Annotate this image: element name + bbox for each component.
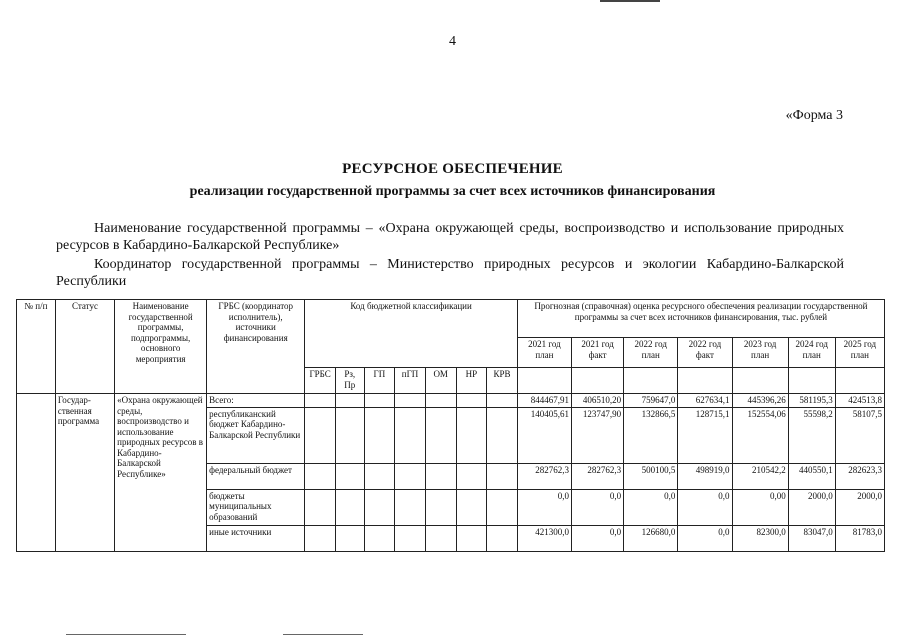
header-budget-code: Код бюджетной классификации xyxy=(305,300,518,368)
cell-value: 627634,1 xyxy=(678,394,732,408)
cell-value: 82300,0 xyxy=(732,525,788,551)
cell-source: иные источники xyxy=(207,525,305,551)
cell-value: 58107,5 xyxy=(835,407,884,463)
cell-program-name: «Охрана окружающей среды, воспроизводство и использование природных ресурсов в Кабардино-Балкарской Республике» xyxy=(115,394,207,552)
cell-value: 759647,0 xyxy=(624,394,678,408)
cell-value: 282762,3 xyxy=(517,463,571,489)
header-year: 2021 год план xyxy=(517,338,571,368)
cell-value: 152554,06 xyxy=(732,407,788,463)
header-year: 2022 год факт xyxy=(678,338,732,368)
cell-num xyxy=(17,394,56,552)
header-year: 2021 год факт xyxy=(572,338,624,368)
coordinator-paragraph: Координатор государственной программы – Министерство природных ресурсов и экологии Кабардино-Балкарской Республики xyxy=(56,257,844,289)
cell-value: 844467,91 xyxy=(517,394,571,408)
program-name-paragraph: Наименование государственной программы – «Охрана окружающей среды, воспроизводство и использование природных ресурсов в Кабардино-Балкарской Республике» xyxy=(56,221,844,253)
header-code-krv: КРВ xyxy=(487,368,518,394)
table-row xyxy=(17,394,885,408)
cell-value: 498919,0 xyxy=(678,463,732,489)
cell-value: 126680,0 xyxy=(624,525,678,551)
cell-source: республиканский бюджет Кабардино-Балкарской Республики xyxy=(207,407,305,463)
top-edge-mark xyxy=(600,0,660,2)
cell-value: 2000,0 xyxy=(788,489,835,525)
header-code-nr: НР xyxy=(456,368,487,394)
header-num: № п/п xyxy=(17,300,56,394)
header-year: 2024 год план xyxy=(788,338,835,368)
cell-value: 132866,5 xyxy=(624,407,678,463)
cell-source: Всего: xyxy=(207,394,305,408)
cell-value: 500100,5 xyxy=(624,463,678,489)
header-grbs-source: ГРБС (координатор исполнитель), источники финансирования xyxy=(207,300,305,394)
cell-value: 0,0 xyxy=(517,489,571,525)
header-name: Наименование государственной программы, подпрограммы, основного мероприятия xyxy=(115,300,207,394)
cell-value: 406510,20 xyxy=(572,394,624,408)
document-subtitle: реализации государственной программы за счет всех источников финансирования xyxy=(189,184,716,199)
cell-value: 55598,2 xyxy=(788,407,835,463)
cell-value: 424513,8 xyxy=(835,394,884,408)
cell-status: Государ-ственная программа xyxy=(55,394,114,552)
form-label: «Форма 3 xyxy=(785,108,843,123)
header-year: 2022 год план xyxy=(624,338,678,368)
cell-source: федеральный бюджет xyxy=(207,463,305,489)
header-status: Статус xyxy=(55,300,114,394)
cell-value: 0,00 xyxy=(732,489,788,525)
cell-value: 0,0 xyxy=(678,489,732,525)
header-code-rz-pr: Рз, Пр xyxy=(335,368,364,394)
header-code-om: ОМ xyxy=(425,368,456,394)
cell-value: 2000,0 xyxy=(835,489,884,525)
cell-value: 140405,61 xyxy=(517,407,571,463)
cell-value: 0,0 xyxy=(572,489,624,525)
header-forecast: Прогнозная (справочная) оценка ресурсного обеспечения реализации государственной программы за счет всех источников финансирования, тыс. рублей xyxy=(517,300,884,338)
header-code-pgp: пГП xyxy=(395,368,426,394)
footer-rule xyxy=(283,634,363,635)
footer-rule xyxy=(66,634,186,635)
cell-value: 0,0 xyxy=(572,525,624,551)
header-code-gp: ГП xyxy=(364,368,395,394)
cell-value: 282623,3 xyxy=(835,463,884,489)
cell-value: 445396,26 xyxy=(732,394,788,408)
cell-value: 123747,90 xyxy=(572,407,624,463)
cell-source: бюджеты муниципальных образований xyxy=(207,489,305,525)
document-title: РЕСУРСНОЕ ОБЕСПЕЧЕНИЕ xyxy=(342,161,563,177)
header-year: 2025 год план xyxy=(835,338,884,368)
cell-value: 282762,3 xyxy=(572,463,624,489)
cell-value: 128715,1 xyxy=(678,407,732,463)
page-number: 4 xyxy=(449,34,456,49)
header-year: 2023 год план xyxy=(732,338,788,368)
cell-value: 81783,0 xyxy=(835,525,884,551)
cell-value: 210542,2 xyxy=(732,463,788,489)
cell-value: 0,0 xyxy=(678,525,732,551)
cell-value: 83047,0 xyxy=(788,525,835,551)
cell-value: 440550,1 xyxy=(788,463,835,489)
cell-value: 0,0 xyxy=(624,489,678,525)
header-code-grbs: ГРБС xyxy=(305,368,336,394)
resource-table xyxy=(16,299,885,552)
cell-value: 421300,0 xyxy=(517,525,571,551)
cell-value: 581195,3 xyxy=(788,394,835,408)
